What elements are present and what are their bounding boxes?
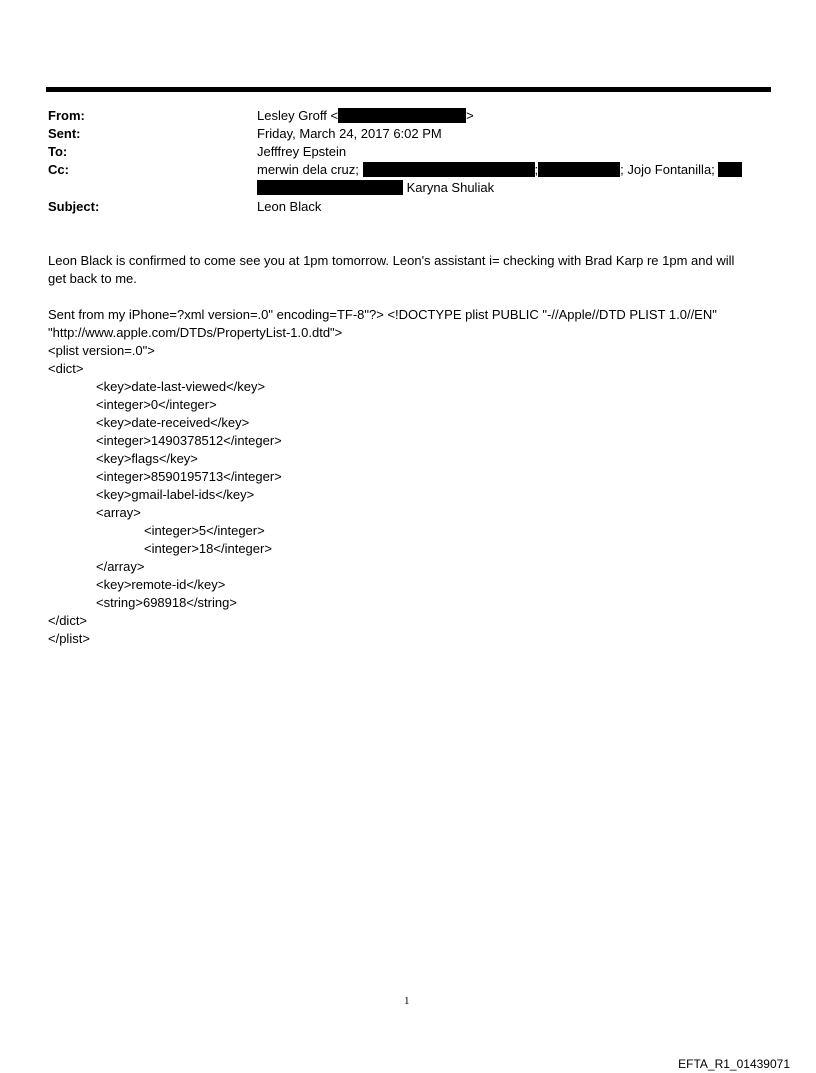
cc-name: Karyna Shuliak [406,180,495,195]
plist-line: </array> [96,559,145,574]
to-value: Jefffrey Epstein [257,144,347,159]
plist-line: <dict> [48,361,84,376]
plist-line: <integer>18</integer> [144,541,272,556]
plist-line: <key>gmail-label-ids</key> [96,487,255,502]
plist-line: <string>698918</string> [96,595,237,610]
plist-line: <integer>5</integer> [144,523,265,538]
plist-line: <array> [96,505,141,520]
plist-line: <plist version=.0"> [48,343,155,358]
cc-value-line1 [257,161,742,179]
cc-separator: ; [534,162,539,177]
plist-line: </dict> [48,613,88,628]
sent-label: Sent: [48,126,81,141]
redaction-box [363,162,535,177]
plist-line: <integer>1490378512</integer> [96,433,282,448]
plist-line: <key>date-received</key> [96,415,250,430]
redaction-box [338,108,466,123]
plist-line: <integer>8590195713</integer> [96,469,282,484]
from-name: Lesley Groff < [257,108,339,123]
page-number: 1 [404,995,410,1007]
cc-value-line2 [257,179,494,197]
plist-line: Sent from my iPhone=?xml version=.0" encoding=TF-8"?> <!DOCTYPE plist PUBLIC "-//Apple//DTD PLIST 1.0//EN" [48,307,717,322]
cc-name: ; Jojo Fontanilla; [620,162,715,177]
bates-number: EFTA_R1_01439071 [678,1057,790,1071]
plist-line: <key>remote-id</key> [96,577,226,592]
subject-label: Subject: [48,199,100,214]
plist-line: <integer>0</integer> [96,397,217,412]
message-line: Leon Black is confirmed to come see you at 1pm tomorrow. Leon's assistant i= checking with Brad Karp re 1pm and will [48,253,735,268]
to-label: To: [48,144,68,159]
from-close: > [466,108,474,123]
plist-line: "http://www.apple.com/DTDs/PropertyList-1.0.dtd"> [48,325,343,340]
cc-label: Cc: [48,162,69,177]
sent-value: Friday, March 24, 2017 6:02 PM [257,126,442,141]
from-value [257,107,474,125]
header-rule [46,87,771,92]
subject-value: Leon Black [257,199,322,214]
redaction-box [538,162,620,177]
redaction-box [257,180,403,195]
plist-line: <key>flags</key> [96,451,198,466]
message-line: get back to me. [48,271,137,286]
plist-line: </plist> [48,631,90,646]
redaction-box [718,162,742,177]
cc-name: merwin dela cruz; [257,162,359,177]
plist-line: <key>date-last-viewed</key> [96,379,266,394]
from-label: From: [48,108,85,123]
